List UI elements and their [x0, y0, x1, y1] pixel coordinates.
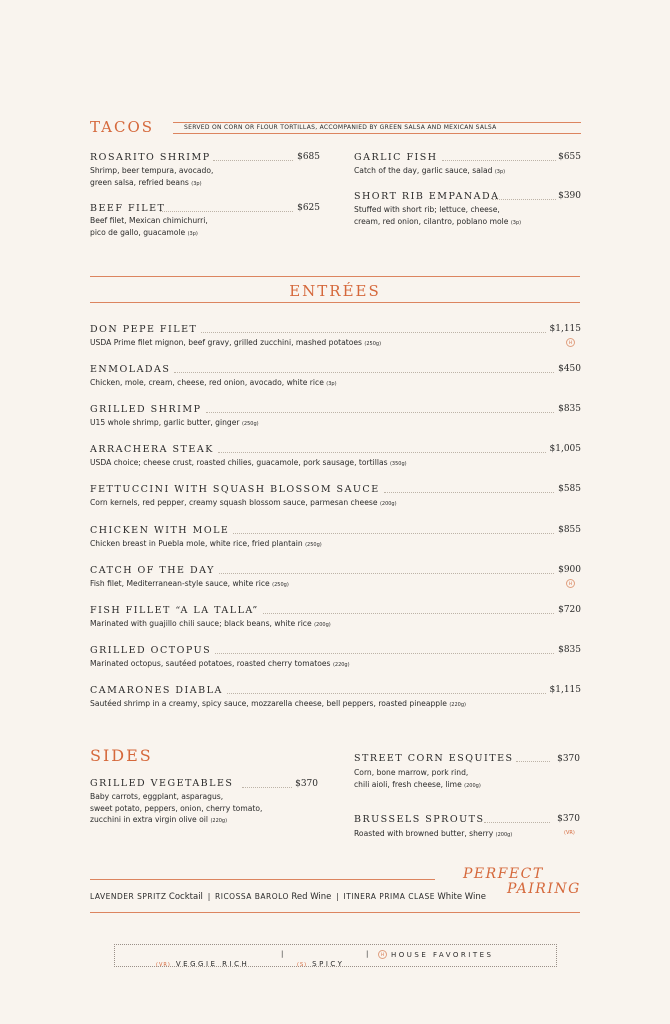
side-item-name: BRUSSELS SPROUTS — [354, 814, 485, 825]
entree-item-name: CATCH OF THE DAY — [90, 565, 215, 576]
entrees-bottom-rule — [90, 302, 580, 303]
entree-item-desc: Fish filet, Mediterranean-style sauce, white rice (250g) — [90, 579, 289, 588]
side-item-desc: Corn, bone marrow, pork rind, chili aioli, fresh cheese, lime (200g) — [354, 768, 481, 789]
spicy-label: SPICY — [312, 960, 345, 968]
side-item-price: $370 — [295, 779, 318, 789]
pairing-top-rule — [90, 879, 435, 880]
taco-item-name: SHORT RIB EMPANADA — [354, 191, 500, 202]
entree-item-name: DON PEPE FILET — [90, 324, 198, 335]
leader-dots — [442, 160, 556, 161]
house-favorite-icon: H — [566, 338, 575, 347]
taco-item-desc: Shrimp, beer tempura, avocado, green salsa, refried beans (3p) — [90, 166, 214, 187]
entree-item-desc: Marinated with guajillo chili sauce; black beans, white rice (200g) — [90, 619, 331, 628]
entree-item-desc: Marinated octopus, sautéed potatoes, roasted cherry tomatoes (220g) — [90, 659, 350, 668]
pairing-title-line2: PAIRING — [507, 881, 581, 897]
leader-dots — [242, 787, 292, 788]
entree-item-price: $835 — [558, 404, 581, 414]
leader-dots — [218, 452, 546, 453]
pairing-separator: | — [207, 892, 211, 901]
entree-item-price: $1,005 — [549, 444, 581, 454]
taco-item-desc: Beef filet, Mexican chimichurri, pico de gallo, guacamole (3p) — [90, 216, 208, 237]
entree-item-name: FISH FILLET “A LA TALLA” — [90, 605, 259, 616]
entree-item-desc: Sautéed shrimp in a creamy, spicy sauce, mozzarella cheese, bell peppers, roasted pineapple (220g) — [90, 699, 466, 708]
entree-item-desc: Chicken breast in Puebla mole, white rice, fried plantain (250g) — [90, 539, 322, 548]
entree-item-price: $1,115 — [549, 685, 581, 695]
entree-item-name: ENMOLADAS — [90, 364, 171, 375]
entrees-top-rule — [90, 276, 580, 277]
side-item-desc: Baby carrots, eggplant, asparagus, sweet potato, peppers, onion, cherry tomato, zucchini in extra virgin olive oil (220g) — [90, 792, 263, 824]
side-item-price: $370 — [557, 814, 580, 824]
taco-item-price: $390 — [558, 191, 581, 201]
leader-dots — [492, 199, 556, 200]
legend-row — [297, 951, 344, 970]
house-favorite-icon: H — [378, 950, 387, 959]
leader-dots — [201, 332, 546, 333]
entree-item-name: CHICKEN WITH MOLE — [90, 525, 230, 536]
sides-title: SIDES — [90, 746, 153, 765]
entree-item-name: GRILLED OCTOPUS — [90, 645, 212, 656]
house-favorites-label: HOUSE FAVORITES — [391, 950, 494, 959]
leader-dots — [484, 822, 550, 823]
entree-item-name: CAMARONES DIABLA — [90, 685, 223, 696]
leader-dots — [227, 693, 546, 694]
legend-row — [156, 951, 249, 970]
entree-item-desc: Chicken, mole, cream, cheese, red onion, avocado, white rice (3p) — [90, 378, 337, 387]
entree-item-price: $835 — [558, 645, 581, 655]
legend-separator: | — [366, 950, 369, 958]
entree-item-price: $900 — [558, 565, 581, 575]
legend-separator: | — [281, 950, 284, 958]
pairing-name: RICOSSA BAROLO — [215, 892, 289, 901]
taco-item-name: GARLIC FISH — [354, 152, 438, 163]
tacos-subtitle: SERVED ON CORN OR FLOUR TORTILLAS, ACCOMPANIED BY GREEN SALSA AND MEXICAN SALSA — [184, 124, 497, 131]
taco-item-name: ROSARITO SHRIMP — [90, 152, 211, 163]
entree-item-price: $450 — [558, 364, 581, 374]
entree-item-price: $585 — [558, 484, 581, 494]
veggie-rich-label: VEGGIE RICH — [175, 960, 250, 968]
leader-dots — [263, 613, 554, 614]
leader-dots — [215, 653, 554, 654]
veggie-rich-tag: (VR) — [564, 830, 575, 836]
legend-row — [378, 950, 493, 959]
entree-item-desc: USDA Prime filet mignon, beef gravy, grilled zucchini, mashed potatoes (250g) — [90, 338, 382, 347]
pairing-name: LAVENDER SPRITZ — [90, 892, 167, 901]
tacos-top-rule — [173, 122, 581, 123]
taco-item-price: $685 — [297, 152, 320, 162]
taco-item-price: $655 — [558, 152, 581, 162]
pairing-title-line1: PERFECT — [463, 866, 544, 882]
pairing-list — [90, 892, 486, 902]
pairing-type: White Wine — [437, 892, 486, 902]
side-item-desc: Roasted with browned butter, sherry (200g) — [354, 829, 513, 838]
pairing-type: Red Wine — [291, 892, 332, 902]
leader-dots — [213, 160, 293, 161]
entree-item-name: GRILLED SHRIMP — [90, 404, 202, 415]
entree-item-desc: USDA choice; cheese crust, roasted chilies, guacamole, pork sausage, tortillas (350g) — [90, 458, 407, 467]
side-item-name: STREET CORN ESQUITES — [354, 753, 514, 764]
side-item-price: $370 — [557, 754, 580, 764]
taco-item-price: $625 — [297, 203, 320, 213]
leader-dots — [516, 761, 550, 762]
taco-item-desc: Catch of the day, garlic sauce, salad (3p) — [354, 166, 506, 175]
taco-item-desc: Stuffed with short rib; lettuce, cheese, cream, red onion, cilantro, poblano mole (3p) — [354, 205, 522, 226]
spicy-code: (S) — [297, 962, 308, 968]
pairing-type: Cocktail — [168, 892, 203, 902]
leader-dots — [219, 573, 554, 574]
leader-dots — [160, 211, 293, 212]
side-item-name: GRILLED VEGETABLES — [90, 778, 234, 789]
entree-item-price: $720 — [558, 605, 581, 615]
tacos-bottom-rule — [173, 133, 581, 134]
veggie-rich-code: (VR) — [156, 962, 171, 968]
pairing-separator: | — [336, 892, 339, 901]
entree-item-name: FETTUCCINI WITH SQUASH BLOSSOM SAUCE — [90, 484, 380, 495]
tacos-title: TACOS — [90, 118, 155, 136]
pairing-name: ITINERA PRIMA CLASE — [343, 892, 435, 901]
taco-item-name: BEEF FILET — [90, 203, 166, 214]
leader-dots — [174, 372, 554, 373]
entree-item-price: $855 — [558, 525, 581, 535]
house-favorite-icon: H — [566, 579, 575, 588]
entree-item-name: ARRACHERA STEAK — [90, 444, 214, 455]
entree-item-desc: U15 whole shrimp, garlic butter, ginger (250g) — [90, 418, 259, 427]
leader-dots — [384, 492, 554, 493]
leader-dots — [233, 533, 554, 534]
pairing-bottom-rule — [90, 912, 580, 913]
entrees-title: ENTRÉES — [289, 282, 381, 300]
entree-item-desc: Corn kernels, red pepper, creamy squash blossom sauce, parmesan cheese (200g) — [90, 498, 397, 507]
leader-dots — [206, 412, 554, 413]
entree-item-price: $1,115 — [549, 324, 581, 334]
